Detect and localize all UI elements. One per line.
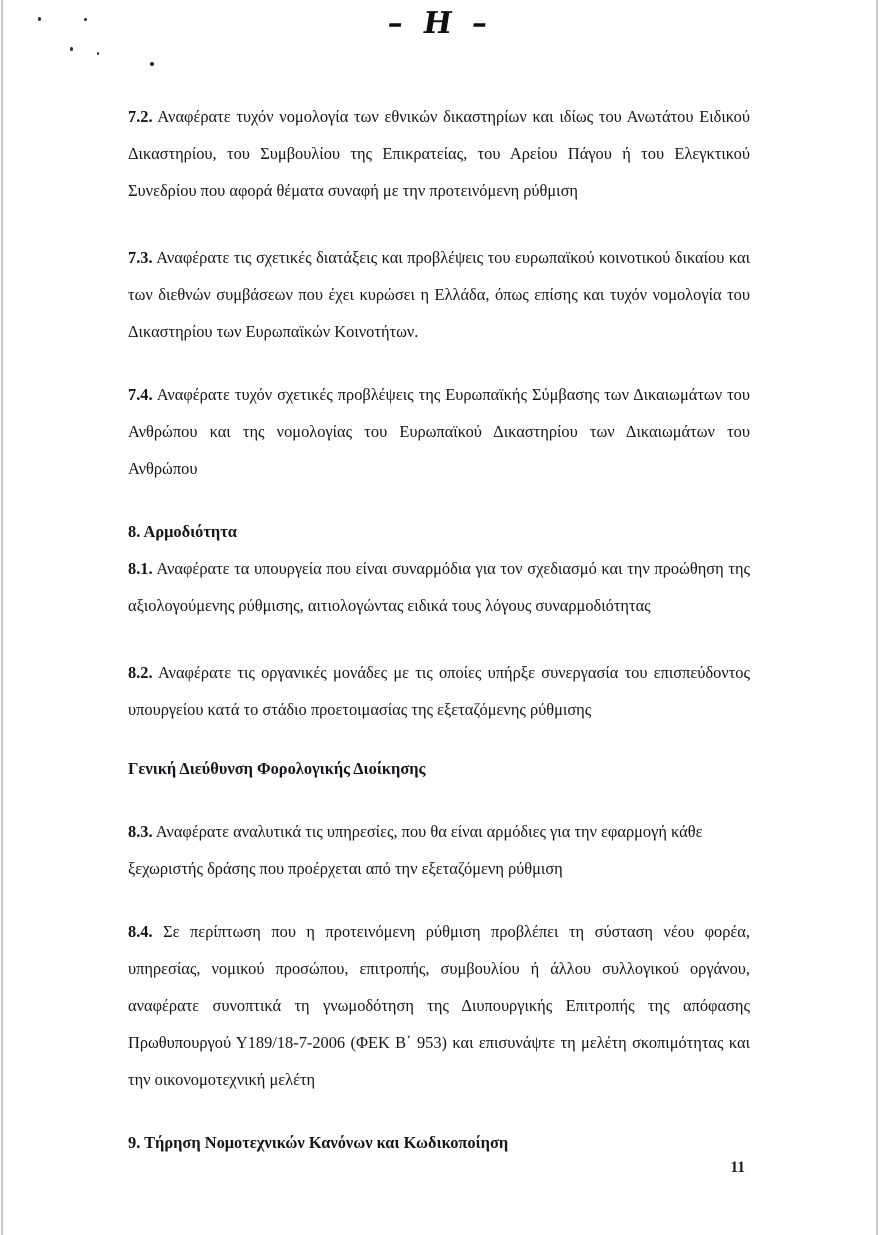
section-7-2-number: 7.2. [128,107,153,126]
scan-edge-left [1,0,3,1235]
section-8-1 [128,550,750,624]
section-8-2-text: Αναφέρατε τις οργανικές μονάδες με τις οποίες υπήρξε συνεργασία του επισπεύδοντος υπουργείου κατά το στάδιο προετοιμασίας της εξεταζόμενης ρύθμισης [128,663,750,719]
document-body [128,98,750,1161]
section-7-4-text: Αναφέρατε τυχόν σχετικές προβλέψεις της Ευρωπαϊκής Σύμβασης των Δικαιωμάτων του Ανθρώπου και της νομολογίας του Ευρωπαϊκού Δικαστηρίου των Δικαιωμάτων του Ανθρώπου [128,385,750,478]
section-7-2 [128,98,750,209]
handwritten-page-mark: – Η – [385,6,495,41]
section-8-heading: 8. Αρμοδιότητα [128,522,237,541]
spacer [128,624,750,654]
spacer [128,350,750,376]
spacer [128,1098,750,1124]
section-7-2-text: Αναφέρατε τυχόν νομολογία των εθνικών δικαστηρίων και ιδίως του Ανωτάτου Ειδικού Δικαστηρίου, του Συμβουλίου της Επικρατείας, του Αρείου Πάγου ή του Ελεγκτικού Συνεδρίου που αφορά θέματα συναφή με την προτεινόμενη ρύθμιση [128,107,750,200]
section-7-3 [128,239,750,350]
section-8-2-number: 8.2. [128,663,153,682]
spacer [128,787,750,813]
section-7-4 [128,376,750,487]
spacer [128,728,750,750]
section-8-2 [128,654,750,728]
section-7-4-number: 7.4. [128,385,153,404]
section-8-1-text: Αναφέρατε τα υπουργεία που είναι συναρμόδια για τον σχεδιασμό και την προώθηση της αξιολογούμενης ρύθμισης, αιτιολογώντας ειδικά τους λόγους συναρμοδιότητας [128,559,751,615]
page-number: 11 [730,1159,745,1176]
section-8-3-text: Αναφέρατε αναλυτικά τις υπηρεσίες, που θα είναι αρμόδιες για την εφαρμογή κάθε ξεχωριστής δράσης που προέρχεται από την εξεταζόμενη ρύθμιση [128,822,703,878]
spacer [128,887,750,913]
scan-speckle [150,62,154,66]
section-8-4 [128,913,750,1098]
scan-edge-right [876,0,878,1235]
section-7-3-text: Αναφέρατε τις σχετικές διατάξεις και προβλέψεις του ευρωπαϊκού κοινοτικού δικαίου και των διεθνών συμβάσεων που έχει κυρώσει η Ελλάδα, όπως επίσης και τυχόν νομολογία του Δικαστηρίου των Ευρωπαϊκών Κοινοτήτων. [128,248,750,341]
section-7-3-number: 7.3. [128,248,153,267]
spacer [128,487,750,513]
section-8-1-number: 8.1. [128,559,153,578]
section-9-heading: 9. Τήρηση Νομοτεχνικών Κανόνων και Κωδικοποίηση [128,1133,509,1152]
spacer [128,209,750,239]
section-8-4-number: 8.4. [128,922,153,941]
scan-speckle [97,52,99,55]
section-8-4-text: Σε περίπτωση που η προτεινόμενη ρύθμιση προβλέπει τη σύσταση νέου φορέα, υπηρεσίας, νομικού προσώπου, επιτροπής, συμβουλίου ή άλλου συλλογικού οργάνου, αναφέρατε συνοπτικά τη γνωμοδότηση της Διυπουργικής Επιτροπής της απόφασης Πρωθυπουργού Υ189/18-7-2006 (ΦΕΚ Β΄ 953) και επισυνάψτε τη μελέτη σκοπιμότητας και την οικονομοτεχνική μελέτη [128,922,750,1089]
section-8-3 [128,813,750,887]
directorate-heading: Γενική Διεύθυνση Φορολογικής Διοίκησης [128,759,426,778]
section-8-3-number: 8.3. [128,822,153,841]
scan-speckle [70,47,73,51]
